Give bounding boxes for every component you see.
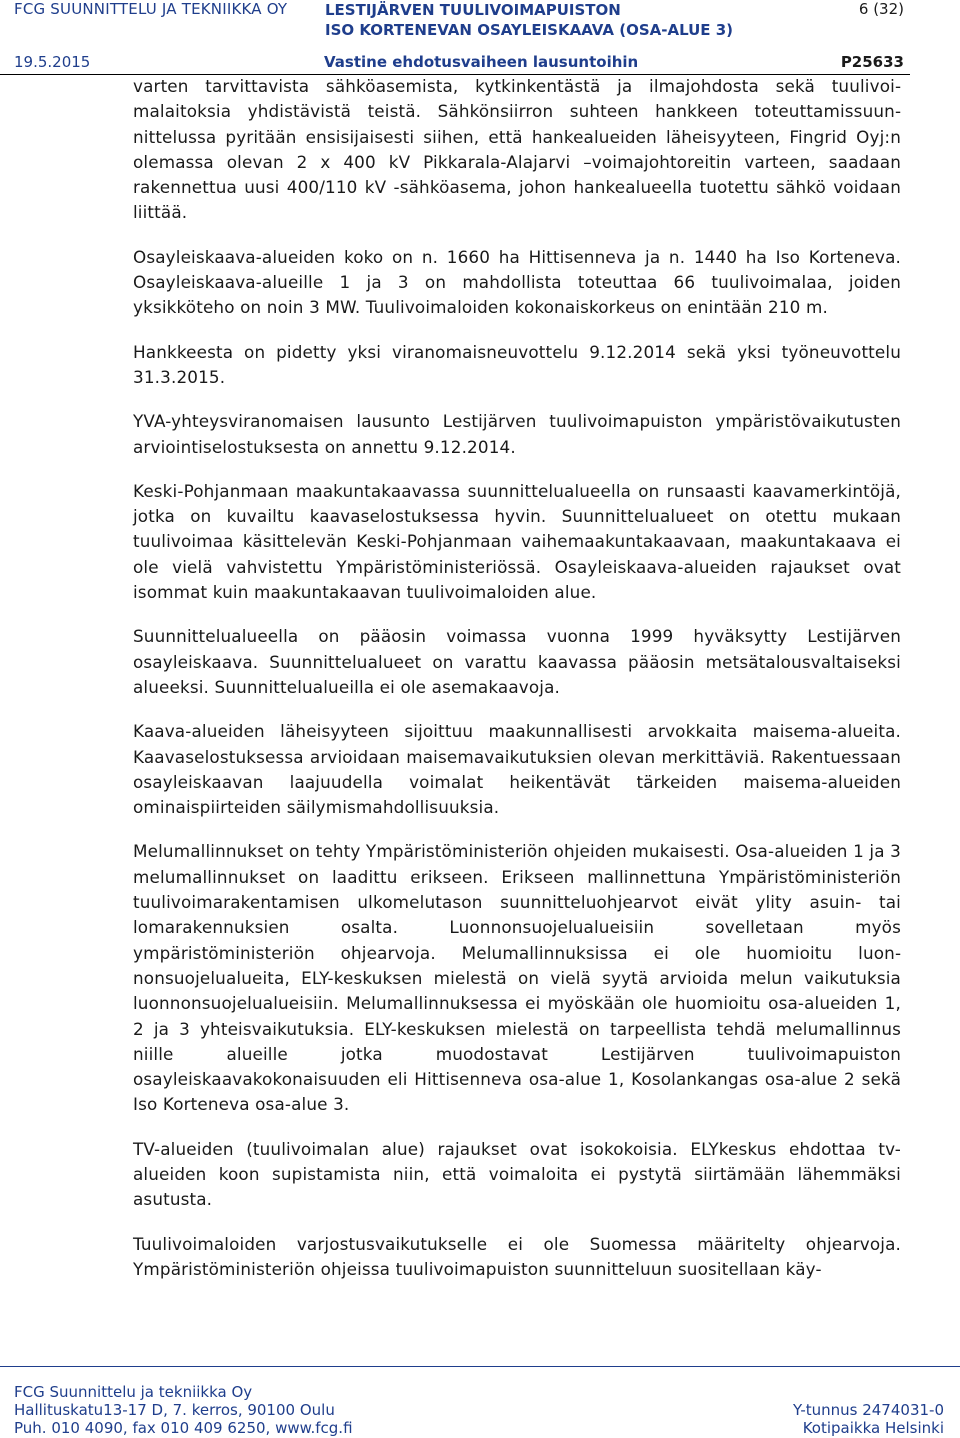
project-number: P25633	[840, 53, 904, 71]
paragraph: Melumallinnukset on tehty Ympäristöministeriön ohjeiden mukaisesti. Osa-alueiden 1 ja 3 melumallinnukset on laadittu erikseen. Erikseen mallinnettuna Ympäristöministeriön tuulivoimarakentamisen ulkomelutason suunnitteluohjearvot eivät ylity asuin- tai lomarakennuksien osalta. Luonnonsuojelualueisiin sovelletaan myös ympäristöministeriön ohjearvoja. Melumallinnuksissa ei ole huomioitu luonnonsuojelualueita, ELY-keskuksen mielestä on vielä syytä arvioida melun vaikutuksia luonnonsuojelualueisiin. Melumallinnuksessa ei myöskään ole huomioitu osa-alueiden 1, 2 ja 3 yhteisvaikutuksia. ELY-keskuksen mielestä on tarpeellista tehdä melumallinnus niille alueille jotka muodostavat Lestijärven tuulivoimapuiston osayleiskaavakokonaisuuden eli Hittisenneva osa-alue 1, Kosolankangas osa-alue 2 sekä Iso Korteneva osa-alue 3.	[133, 841, 901, 1115]
paragraph: Kaava-alueiden läheisyyteen sijoittuu maakunnallisesti arvokkaita maisema-alueita. Kaavaselostuksessa arvioidaan maisemavaikutuksien olevan merkittäviä. Rakentuessaan osayleiskaavan laajuudella voimalat heikentävät tärkeiden maisema-alueiden ominaispiirteiden säilymismahdollisuuksia.	[133, 721, 901, 818]
footer-domicile: Kotipaikka Helsinki	[802, 1419, 944, 1437]
footer-address: Hallituskatu13-17 D, 7. kerros, 90100 Oulu	[14, 1401, 335, 1419]
document-title: Vastine ehdotusvaiheen lausuntoihin	[324, 53, 639, 71]
sub-header	[14, 53, 904, 73]
paragraph: Suunnittelualueella on pääosin voimassa vuonna 1999 hyväksytty Lestijärven osayleiskaava. Suunnittelualueet on varattu kaavassa pääosin metsätalousvaltaiseksi alueeksi. Suunnittelualueilla ei ole asemakaavoja.	[133, 626, 901, 697]
document-date: 19.5.2015	[14, 53, 91, 71]
footer-contact: Puh. 010 4090, fax 010 409 6250, www.fcg.fi	[14, 1419, 353, 1437]
paragraph: varten tarvittavista sähköasemista, kytkinkentästä ja ilmajohdosta sekä tuulivoimalaitoksia yhdistävistä teistä. Sähkönsiirron suhteen hankkeen toteuttamissuunnittelussa pyritään ensisijaisesti siihen, että hankealueiden läheisyyteen, Fingrid Oyj:n olemassa olevan 2 x 400 kV Pikkarala-Alajarvi –voimajohtoreitin varteen, saadaan rakennettua uusi 400/110 kV -sähköasema, johon hankealueella tuotettu sähkö voidaan liittää.	[133, 76, 901, 223]
company-name: FCG SUUNNITTELU JA TEKNIIKKA OY	[14, 0, 288, 18]
footer-right	[793, 1401, 944, 1437]
footer-company: FCG Suunnittelu ja tekniikka Oy	[14, 1383, 253, 1401]
page-number: 6 (32)	[858, 0, 904, 18]
paragraph: Osayleiskaava-alueiden koko on n. 1660 ha Hittisenneva ja n. 1440 ha Iso Korteneva. Osayleiskaava-alueille 1 ja 3 on mahdollista toteuttaa 66 tuulivoimalaa, joiden yksikköteho on noin 3 MW. Tuulivoimaloiden kokonaiskorkeus on enintään 210 m.	[133, 246, 901, 318]
project-title	[325, 0, 733, 40]
footer-divider	[0, 1366, 960, 1367]
paragraph: YVA-yhteysviranomaisen lausunto Lestijärven tuulivoimapuiston ympäristövaikutusten arviointiselostuksesta on annettu 9.12.2014.	[133, 411, 901, 457]
project-title-line2: ISO KORTENEVAN OSAYLEISKAAVA (OSA-ALUE 3)	[325, 21, 734, 39]
footer-left	[14, 1383, 353, 1437]
document-body	[133, 74, 901, 1301]
paragraph: Tuulivoimaloiden varjostusvaikutukselle ei ole Suomessa määritelty ohjearvoja. Ympäristöministeriön ohjeissa tuulivoimapuiston suunnitteluun suositellaan käy-	[133, 1233, 901, 1279]
paragraph: Keski-Pohjanmaan maakuntakaavassa suunnittelualueella on runsaasti kaavamerkintöjä, jotka on kuvailtu kaavaselostuksessa hyvin. Suunnittelualueet on otettu mukaan tuulivoimaa käsittelevän Keski-Pohjanmaan vaihemaakuntakaavaan, maakuntakaava ei ole vielä vahvistettu Ympäristöministeriössä. Osayleiskaava-alueiden rajaukset ovat isommat kuin maakuntakaavan tuulivoimaloiden alue.	[133, 480, 901, 603]
paragraph: Hankkeesta on pidetty yksi viranomaisneuvottelu 9.12.2014 sekä yksi työneuvottelu 31.3.2015.	[133, 341, 901, 387]
footer-business-id: Y-tunnus 2474031-0	[792, 1401, 944, 1419]
paragraph: TV-alueiden (tuulivoimalan alue) rajaukset ovat isokokoisia. ELYkeskus ehdottaa tv-alueiden koon supistamista niin, että voimaloita ei pystytä siirtämään lähemmäksi asutusta.	[133, 1138, 901, 1210]
project-title-line1: LESTIJÄRVEN TUULIVOIMAPUISTON	[325, 1, 621, 19]
